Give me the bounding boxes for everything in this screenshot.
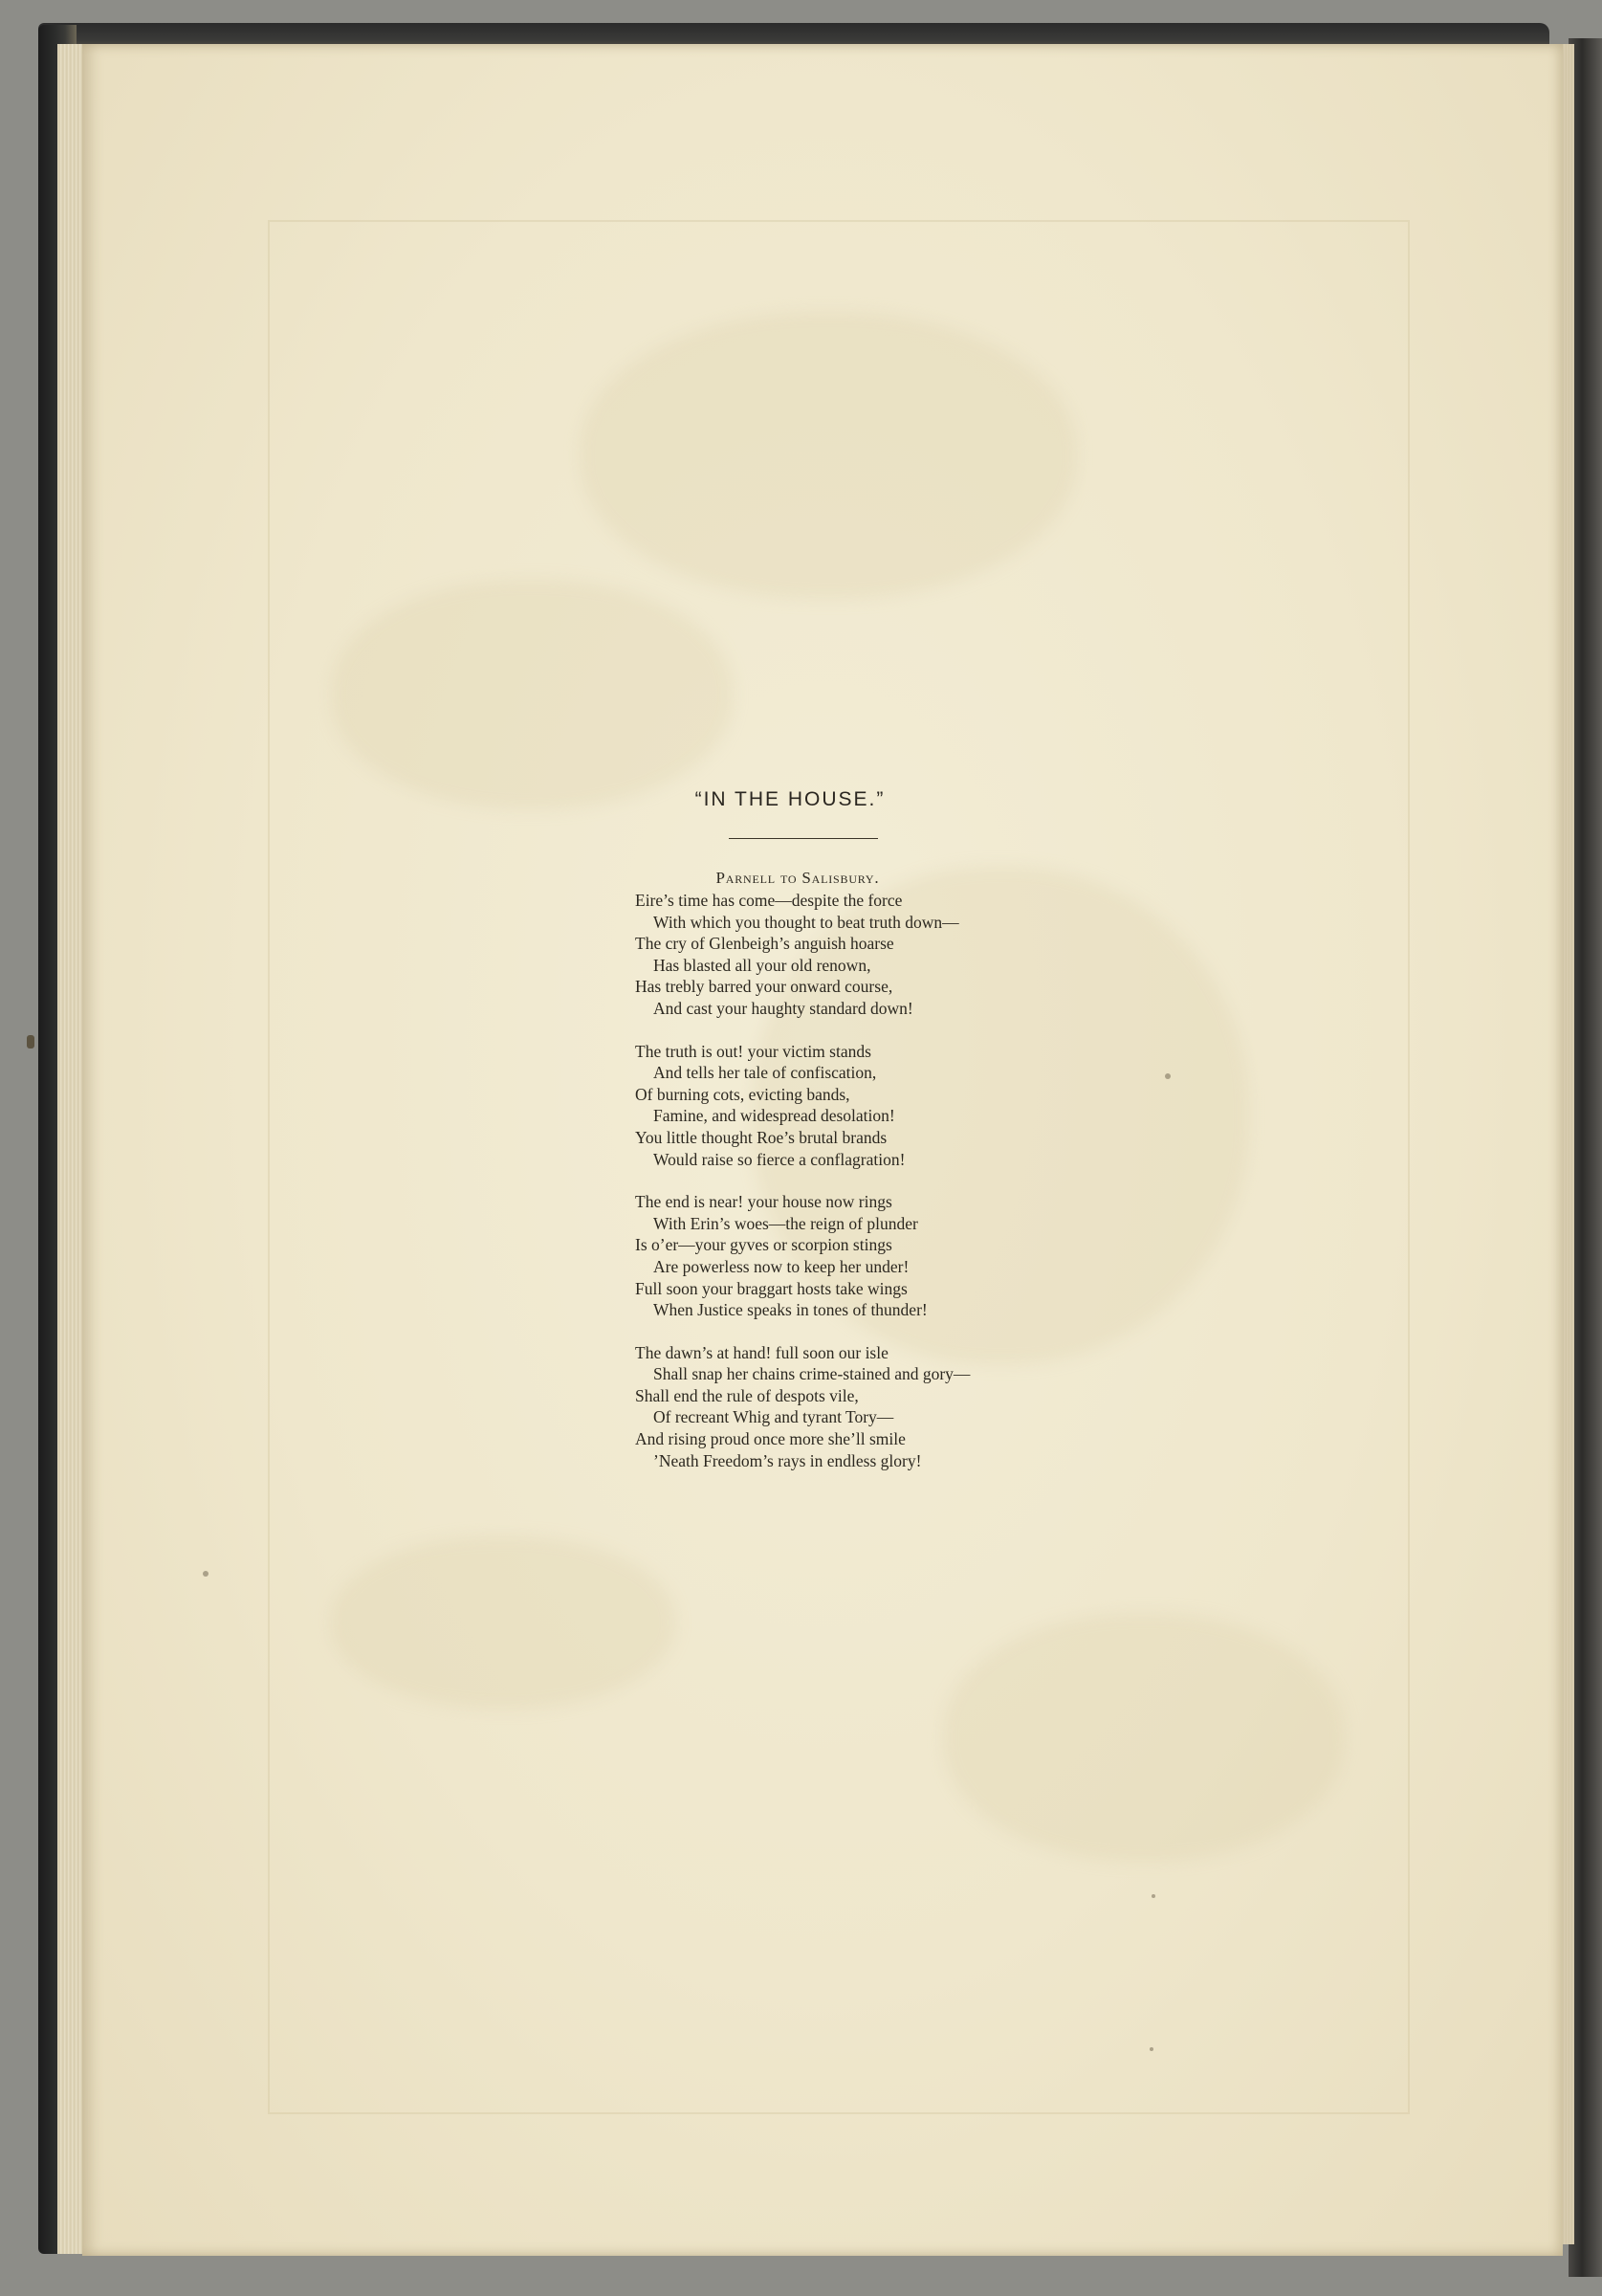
poem-line: The truth is out! your victim stands: [635, 1041, 871, 1061]
poem-line: Famine, and widespread desolation!: [653, 1106, 895, 1126]
poem-stanza: [635, 890, 1094, 1020]
binding-tab: [27, 1035, 34, 1049]
poem-title: “IN THE HOUSE.”: [694, 788, 886, 810]
title-rule: [729, 838, 878, 839]
poem-line: The end is near! your house now rings: [635, 1192, 892, 1212]
poem-line: Full soon your braggart hosts take wings: [635, 1278, 908, 1298]
poem-stanza: [635, 1191, 1094, 1321]
poem-line: Shall end the rule of despots vile,: [635, 1385, 859, 1405]
page-content: [82, 44, 1563, 2256]
poem-line: Of burning cots, evicting bands,: [635, 1084, 850, 1104]
poem-line: The dawn’s at hand! full soon our isle: [635, 1342, 889, 1362]
poem-line: And rising proud once more she’ll smile: [635, 1429, 906, 1449]
poem-stanza: [635, 1342, 1094, 1472]
poem-line: Is o’er—your gyves or scorpion stings: [635, 1235, 892, 1255]
poem-line: And cast your haughty standard down!: [653, 998, 913, 1018]
poem-line: And tells her tale of confiscation,: [653, 1063, 877, 1083]
poem-line: Would raise so fierce a conflagration!: [653, 1149, 906, 1169]
poem-line: Of recreant Whig and tyrant Tory—: [653, 1407, 894, 1427]
poem-line: Has trebly barred your onward course,: [635, 977, 893, 997]
poem-line: Eire’s time has come—despite the force: [635, 891, 903, 910]
poem-line: ’Neath Freedom’s rays in endless glory!: [653, 1450, 922, 1470]
poem-body: [635, 890, 1094, 1492]
poem-line: Has blasted all your old renown,: [653, 955, 871, 975]
poem-line: Are powerless now to keep her under!: [653, 1256, 910, 1276]
poem-stanza: [635, 1041, 1094, 1171]
poem-line: The cry of Glenbeigh’s anguish hoarse: [635, 934, 894, 954]
book-page: [82, 44, 1563, 2256]
poem-line: Shall snap her chains crime-stained and gory—: [653, 1364, 971, 1384]
poem-subtitle: Parnell to Salisbury.: [715, 869, 880, 887]
poem-line: With which you thought to beat truth down—: [653, 912, 959, 932]
poem-line: You little thought Roe’s brutal brands: [635, 1127, 888, 1147]
poem-line: With Erin’s woes—the reign of plunder: [653, 1213, 918, 1233]
poem-line: When Justice speaks in tones of thunder!: [653, 1300, 928, 1320]
